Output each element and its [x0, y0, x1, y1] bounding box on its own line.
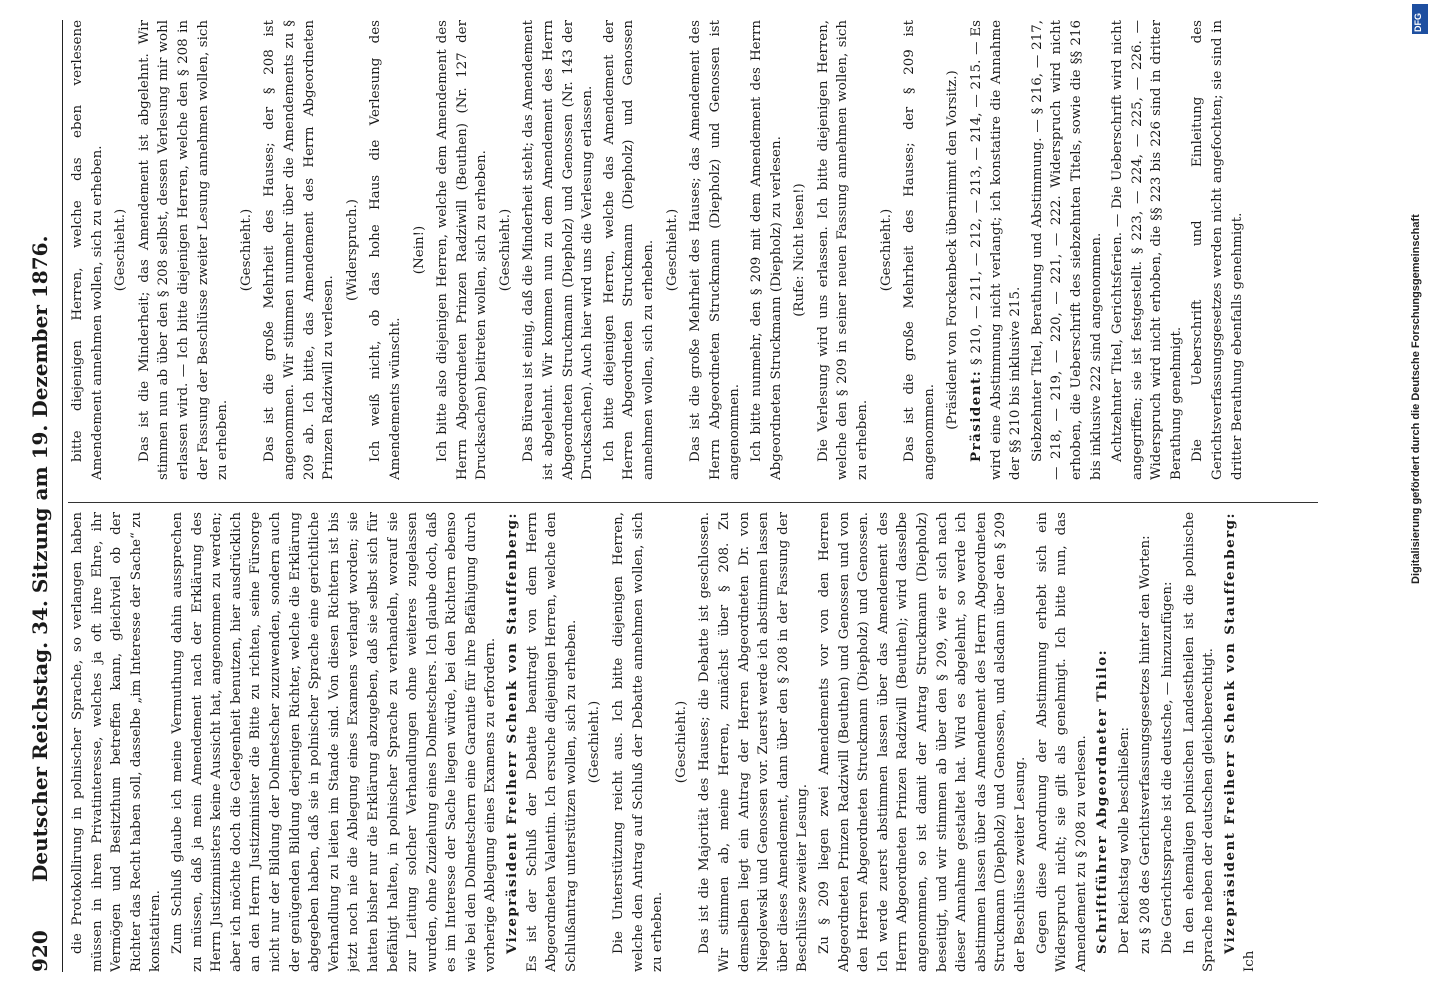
- stage-direction: (Nein!): [411, 225, 427, 275]
- stage-direction: (Widerspruch.): [344, 199, 360, 302]
- page-number: 920: [28, 930, 52, 972]
- paragraph: Ich bitte nunmehr, den § 209 mit dem Amendement des Herrn Abgeordneten Struckmann (Diepholz) zu verlesen.: [749, 20, 784, 480]
- paragraph: Das ist die große Mehrheit des Hauses; das Amendement des Herrn Abgeordneten Struckmann (Diepholz) und Genossen ist angenommen.: [688, 20, 743, 480]
- paragraph: Die Verlesung wird uns erlassen. Ich bitte diejenigen Herren, welche den § 209 in seiner neuen Fassung annehmen wollen, sich zu erheben.: [815, 20, 870, 480]
- paragraph: die Protokollirung in polnischer Sprache, so verlangen haben müssen in ihren Privatinteresse, welches ja oft ihre Ehre, ihr Vermögen und Besitzthum betreffen kann, gleichviel ob der Richter das Recht haben soll, dasselbe „im Interesse der Sache“ zu konstatiren.: [70, 512, 164, 972]
- stage-direction: (Geschieht.): [878, 208, 894, 292]
- paragraph: Ich bitte also diejenigen Herren, welche dem Amendement des Herrn Abgeordneten Prinzen Radziwill (Beuthen) (Nr. 127 der Drucksachen) beitreten wollen, sich zu erheben.: [435, 20, 490, 480]
- credit-text: Digitalisierung gefördert durch die Deutsche Forschungsgemeinschaft: [1410, 214, 1422, 584]
- speaker-paragraph: [1093, 512, 1113, 972]
- speaker-paragraph: [503, 512, 581, 972]
- speaker-text: Ich: [1242, 950, 1258, 972]
- paragraph: Gegen diese Anordnung der Abstimmung erhebt sich ein Widerspruch nicht; sie gilt als genehmigt. Ich bitte nun, das Amendement zu § 208 zu verlesen.: [1034, 512, 1089, 972]
- column-divider: [68, 502, 1318, 503]
- speaker-paragraph: [1221, 512, 1260, 972]
- stage-direction: (Geschieht.): [113, 208, 129, 292]
- paragraph: Achtzehnter Titel, Gerichtsferien. — Die Ueberschrift wird nicht angegriffen; sie ist festgestellt. § 223, — 224, — 225, — 226. — Widerspruch wird nicht erhoben, die §§ 223 bis 226 sind in dritter Berathung genehmigt.: [1110, 20, 1184, 480]
- paragraph: Die Ueberschrift und Einleitung des Gerichtsverfassungsgesetzes werden nicht angefochten; sie sind in dritter Berathung ebenfalls genehmigt.: [1190, 20, 1245, 480]
- paragraph: Das ist die große Mehrheit des Hauses; der § 208 ist angenommen. Wir stimmen nunmehr über die Amendements zu § 209 ab. Ich bitte, das Amendement des Herrn Abgeordneten Prinzen Radziwill zu verlesen.: [262, 20, 337, 480]
- speaker-paragraph: [967, 20, 1026, 480]
- left-column: [68, 512, 1328, 972]
- stage-direction: (Geschieht.): [238, 208, 254, 292]
- speaker-name: Schriftführer Abgeordneter Thilo:: [1094, 648, 1111, 954]
- dfg-logo: [1412, 4, 1428, 34]
- paragraph: zu § 208 des Gerichtsverfassungsgesetzes hinter den Worten:: [1138, 535, 1154, 954]
- paragraph: Das ist die Minderheit; das Amendement ist abgelehnt. Wir stimmen nun ab über den § 208 selbst, dessen Verlesung mir wohl erlassen wird. — Ich bitte diejenigen Herren, welche den § 208 in der Fassung der Beschlüsse zweiter Lesung annehmen wollen, sich zu erheben.: [136, 20, 231, 480]
- speaker-text: Es ist der Schluß der Debatte beantragt von dem Herrn Abgeordneten Valentin. Ich ersuche diejenigen Herren, welche den Schlußantrag unterstützen wollen, sich zu erheben.: [524, 512, 579, 972]
- paragraph: Siebzehnter Titel, Berathung und Abstimmung. — § 216, — 217, — 218, — 219, — 220, — 221, — 222. Widerspruch wird nicht erhoben, die Ueberschrift des siebzehnten Titels, sowie die §§ 216 bis inklusive 222 sind angenommen.: [1029, 20, 1104, 480]
- paragraph: Das ist die Majorität des Hauses; die Debatte ist geschlossen. Wir stimmen ab, meine Herren, zunächst über § 208. Zu demselben liegt ein Antrag der Herren Abgeordneten Dr. von Niegolewski und Genossen vor. Zuerst werde ich abstimmen lassen über dieses Amendement, dann über den § 208 in der Fassung der Beschlüsse zweiter Lesung.: [697, 512, 811, 972]
- paragraph: In den ehemaligen polnischen Landestheilen ist die polnische Sprache neben der deutschen gleichberechtigt.: [1181, 512, 1217, 972]
- page-header: [22, 20, 62, 972]
- paragraph: Der Reichstag wolle beschließen:: [1116, 726, 1132, 954]
- paragraph: Zu § 209 liegen zwei Amendements vor von den Herren Abgeordneten Prinzen Radziwill (Beuthen) und Genossen und von den Herren Abgeordneten Struckmann (Diepholz) und Genossen. Ich werde zuerst abstimmen lassen über das Amendement des Herrn Abgeordneten Prinzen Radziwill (Beuthen); wird dasselbe angenommen, so ist damit der Antrag Struckmann (Diepholz) beseitigt, und wir stimmen ab über den § 209, wie er sich nach dieser Annahme gestaltet hat. Wird es abgelehnt, so werde ich abstimmen lassen über das Amendement des Herrn Abgeordneten Struckmann (Diepholz) und Genossen, und alsdann über den § 209 der Beschlüsse zweiter Lesung.: [816, 512, 1028, 972]
- stage-direction: (Rufe: Nicht lesen!): [792, 183, 808, 317]
- paragraph: Zum Schluß glaube ich meine Vermuthung dahin aussprechen zu müssen, daß ja mein Amendement nach der Erklärung des Herrn Justizministers keine Aussicht hat, angenommen zu werden; aber ich möchte doch die Gelegenheit benutzen, hier ausdrücklich an den Herrn Justizminister die Bitte zu richten, seine Fürsorge nicht nur der Bildung der Dolmetscher zuzuwenden, sondern auch der genügenden Bildung derjenigen Richter, welche die Erklärung abgegeben haben, daß sie in polnischer Sprache eine gerichtliche Verhandlung zu leiten im Stande sind. Von diesen Richtern ist bis jetzt noch nie die Ablegung eines Examens verlangt worden; sie hatten bisher nur die Erklärung abzugeben, daß sie selbst sich für befähigt halten, in polnischer Sprache zu verhandeln, worauf sie zur Leitung solcher Verhandlungen ohne weiteres zugelassen wurden, ohne Zuziehung eines Dolmetschers. Ich glaube doch, daß es im Interesse der Sache liegen würde, bei den Richtern ebenso wie bei den Dolmetschern eine Garantie für ihre Befähigung durch vorherige Ablegung eines Examens zu erfordern.: [169, 512, 499, 972]
- dfg-logo-text: DFG: [1413, 13, 1423, 32]
- speaker-text: § 210, — 211, — 212, — 213, — 214, — 215. — Es wird eine Abstimmung nicht verlangt; ich konstatire die Annahme der §§ 210 bis inklusive 215.: [968, 20, 1024, 480]
- stage-direction: (Geschieht.): [587, 700, 603, 784]
- stage-direction: (Geschieht.): [664, 208, 680, 292]
- paragraph: Ich weiß nicht, ob das hohe Haus die Verlesung des Amendements wünscht.: [368, 20, 403, 480]
- speaker-name: Vizepräsident Freiherr Schenk von Stauffenberg:: [504, 512, 521, 954]
- header-rule: [62, 20, 63, 972]
- digitization-credit: [1408, 0, 1426, 1000]
- stage-direction: (Präsident von Forckenbeck übernimmt den Vorsitz.): [945, 70, 961, 430]
- paragraph: Die Gerichtssprache ist die deutsche, — hinzuzufügen:: [1160, 581, 1176, 954]
- paragraph: Die Unterstützung reicht aus. Ich bitte diejenigen Herren, welche den Antrag auf Schluß der Debatte annehmen wollen, sich zu erheben.: [611, 512, 666, 972]
- stage-direction: (Geschieht.): [497, 208, 513, 292]
- paragraph: Das ist die große Mehrheit des Hauses; der § 209 ist angenommen.: [902, 20, 937, 480]
- stage-direction: (Geschieht.): [673, 700, 689, 784]
- paragraph: Ich bitte diejenigen Herren, welche das Amendement der Herren Abgeordneten Struckmann (Diepholz) und Genossen annehmen wollen, sich zu erheben.: [601, 20, 657, 480]
- speaker-name: Präsident:: [967, 369, 984, 462]
- paragraph: Das Büreau ist einig, daß die Minderheit steht; das Amendement ist abgelehnt. Wir kommen nun zu dem Amendement des Herrn Abgeordneten Struckmann (Diepholz) und Genossen (Nr. 143 der Drucksachen). Auch hier wird uns die Verlesung erlassen.: [521, 20, 596, 480]
- right-column: [68, 20, 1328, 480]
- paragraph: bitte diejenigen Herren, welche das eben verlesene Amendement annehmen wollen, sich zu erheben.: [70, 20, 105, 480]
- speaker-name: Vizepräsident Freiherr Schenk von Stauffenberg:: [1221, 512, 1238, 954]
- page-title: Deutscher Reichstag. 34. Sitzung am 19. Dezember 1876.: [28, 235, 52, 882]
